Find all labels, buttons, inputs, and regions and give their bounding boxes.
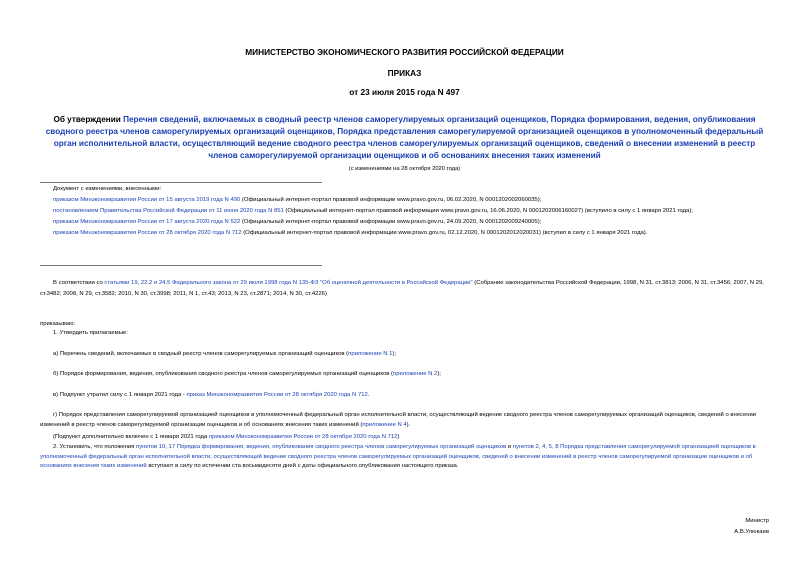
appendix-4-link[interactable]: приложение N 4 [362, 421, 407, 428]
addition-order-link[interactable]: приказом Минэкономразвития России от 28 октября 2020 года N 712 [208, 434, 398, 440]
preamble-text: (Собрание законодательства Российской Федерации, 1998, N 31, ст.3813; 2006, N 31, ст.3456; 2007, N 29, ст.3482; 2008, N 29, ст.3582; 2010, N 30, ст.3998; 2011, N 1, ст.43; 2013, N 23, ст.2871; 2014, N 30, ст.4226) [40, 280, 764, 297]
item-v-end: . [367, 392, 370, 398]
item-a-end: ); [392, 351, 397, 357]
item-g-note-text: (Подпункт дополнительно включен с 1 января 2021 года [53, 434, 209, 440]
signature-role: Министр [745, 518, 769, 524]
item-v-text: в) Подпункт утратил силу с 1 января 2021 года - [53, 392, 187, 398]
appendix-1-link[interactable]: приложение N 1 [348, 351, 393, 357]
item-2-text: и [506, 444, 513, 450]
repeal-order-link[interactable]: приказ Минэкономразвития России от 28 октября 2020 года N 712 [186, 392, 368, 398]
change-text: (Официальный интернет-портал правовой информации www.pravo.gov.ru, 24.09.2020, N 0001202009240005); [240, 219, 542, 225]
item-g-note-end: ) [397, 434, 400, 440]
signature-name: А.В.Улюкаев [734, 529, 769, 535]
change-item [40, 217, 769, 228]
change-link[interactable]: постановлением Правительства Российской Федерации от 11 июня 2020 года N 851 [53, 208, 284, 214]
divider-top [40, 182, 322, 183]
order-heading: ПРИКАЗ [387, 68, 422, 78]
title-link[interactable]: Перечня сведений, включаемых в сводный реестр членов саморегулируемых организаций оценщиков, Порядка формирования, ведения, опубликования сводного реестра членов саморегулируемых организаций оценщиков, Порядка представления саморегулируемой организацией оценщиков в уполномоченный федеральный орган исполнительной власти, осуществляющий ведение сводного реестра членов саморегулируемых организаций оценщиков, сведений о внесении изменений в реестр членов саморегулируемой организации оценщиков и об основаниях внесения таких изменений [45, 115, 764, 160]
document-title [40, 114, 769, 162]
change-link[interactable]: приказом Минэкономразвития России от 28 октября 2020 года N 712 [53, 230, 242, 236]
item-g-note [40, 433, 769, 443]
submission-points-link[interactable]: пунктов 2, 4, 5, 8 Порядка представления саморегулируемой организацией оценщиков в уполномоченный федеральный орган исполнительной власти, осуществляющий ведение сводного реестра членов саморегулируемых организаций оценщиков, сведений о внесении изменений в реестр членов саморегулируемой организации оценщиков и об основаниях внесения таких изменений [40, 444, 756, 469]
change-text: (Официальный интернет-портал правовой информации www.pravo.gov.ru, 06.02.2020, N 0001202002060035); [240, 197, 542, 203]
procedure-points-link[interactable]: пунктов 10, 17 Порядка формирования, ведения, опубликования сводного реестра членов саморегулируемых организаций оценщиков [136, 444, 507, 450]
preamble [40, 278, 769, 300]
item-g [40, 411, 769, 430]
changes-block [40, 184, 769, 239]
item-b-end: ); [437, 371, 441, 377]
item-1: 1. Утвердить прилагаемые: [53, 330, 128, 336]
order-date: от 23 июля 2015 года N 497 [349, 87, 460, 97]
item-2-text: вступают в силу по истечении ста восьмидесяти дней с даты официального опубликования настоящего приказа. [146, 463, 459, 469]
item-g-text: г) Порядок представления саморегулируемой организацией оценщиков в уполномоченный федеральный орган исполнительной власти, осуществляющий ведение сводного реестра членов саморегулируемых организаций оценщиков, сведений о внесении изменений в реестр членов саморегулируемой организации оценщиков и об основаниях внесения таких изменений ( [40, 412, 757, 428]
change-link[interactable]: приказом Минэкономразвития России от 17 августа 2020 года N 522 [53, 219, 241, 225]
preamble-law-link[interactable]: статьями 19, 22.2 и 24.5 Федерального закона от 29 июля 1998 года N 135-ФЗ "Об оценочной деятельности в Российской Федерации" [104, 280, 473, 286]
change-item [40, 206, 769, 217]
signature [734, 516, 769, 538]
changes-intro: Документ с изменениями, внесенными: [53, 186, 162, 192]
item-v [40, 391, 769, 401]
item-2-text: 2. Установить, что положения [53, 444, 136, 450]
amendment-note: (с изменениями на 28 октября 2020 года) [348, 166, 461, 172]
preamble-text: В соответствии со [53, 280, 105, 286]
change-item [40, 228, 769, 239]
order-word: приказываю: [40, 321, 76, 327]
item-b [40, 370, 769, 380]
divider-bottom [40, 265, 322, 266]
change-item [40, 195, 769, 206]
item-a [40, 350, 769, 360]
title-prefix: Об утверждении [53, 115, 124, 124]
ministry-heading: МИНИСТЕРСТВО ЭКОНОМИЧЕСКОГО РАЗВИТИЯ РОССИЙСКОЙ ФЕДЕРАЦИИ [245, 47, 564, 57]
appendix-2-link[interactable]: приложение N 2 [393, 371, 438, 377]
item-a-text: а) Перечень сведений, включаемых в сводный реестр членов саморегулируемых организаций оценщиков ( [53, 351, 349, 357]
item-g-end: ). [406, 421, 411, 428]
change-link[interactable]: приказом Минэкономразвития России от 15 августа 2019 года N 490 [53, 197, 241, 203]
item-2 [40, 443, 769, 472]
change-text: (Официальный интернет-портал правовой информации www.pravo.gov.ru, 16.06.2020, N 0001202006160027) (вступило в силу с 1 января 2021 года); [283, 208, 693, 214]
change-text: (Официальный интернет-портал правовой информации www.pravo.gov.ru, 02.12.2020, N 0001202012020031) (вступил в силу с 1 января 2021 года). [241, 230, 648, 236]
item-b-text: б) Порядок формирования, ведения, опубликования сводного реестра членов саморегулируемых организаций оценщиков ( [53, 371, 393, 377]
